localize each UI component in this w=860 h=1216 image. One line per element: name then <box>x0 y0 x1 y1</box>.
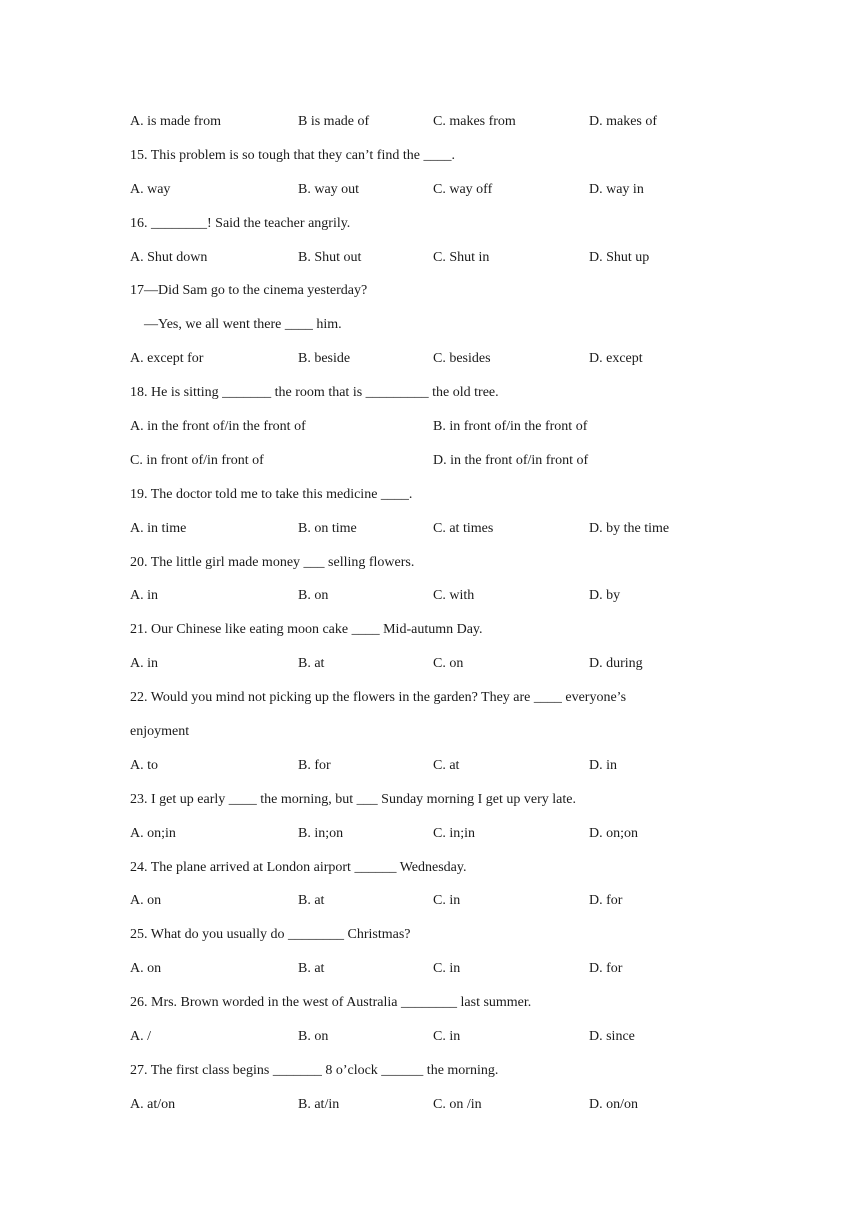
answer-option: B. at <box>298 961 325 977</box>
answer-options-row <box>130 1025 750 1059</box>
question-text: 17—Did Sam go to the cinema yesterday? <box>130 283 368 299</box>
answer-options-row <box>130 1093 750 1127</box>
question-text: 25. What do you usually do ________ Christmas? <box>130 927 411 943</box>
answer-option: A. is made from <box>130 114 221 129</box>
answer-option: D. by the time <box>589 520 670 536</box>
answer-option: A. / <box>130 1029 151 1045</box>
answer-option: C. in front of/in front of <box>130 452 264 468</box>
question-text: 15. This problem is so tough that they can’t find the ____. <box>130 147 455 163</box>
answer-option: D. except <box>589 351 643 367</box>
answer-option: A. in <box>130 656 158 672</box>
answer-option: C. way off <box>433 181 493 197</box>
answer-option: D. way in <box>589 181 644 197</box>
exercise-content <box>130 110 750 1127</box>
answer-option: B. on <box>298 588 329 604</box>
answer-options-row <box>130 889 750 923</box>
answer-option: A. in <box>130 588 158 604</box>
answer-option: B. way out <box>298 181 360 197</box>
answer-option: C. makes from <box>433 114 516 129</box>
answer-option: B. in front of/in the front of <box>433 419 588 435</box>
answer-options-row <box>130 178 750 212</box>
question-text: 23. I get up early ____ the morning, but ___ Sunday morning I get up very late. <box>130 791 576 807</box>
answer-option: A. way <box>130 181 171 197</box>
answer-option: C. in <box>433 961 461 977</box>
answer-option: C. Shut in <box>433 249 490 265</box>
answer-option: D. for <box>589 961 623 977</box>
answer-option: A. except for <box>130 351 204 367</box>
answer-option: A. in the front of/in the front of <box>130 419 306 435</box>
answer-option: B. on <box>298 1029 329 1045</box>
question-text: enjoyment <box>130 724 190 740</box>
answer-option: B. at <box>298 893 325 909</box>
answer-options-row <box>130 449 750 483</box>
question-text: 24. The plane arrived at London airport ______ Wednesday. <box>130 859 467 875</box>
answer-option: A. Shut down <box>130 249 208 265</box>
question-text: 27. The first class begins _______ 8 o’clock ______ the morning. <box>130 1062 499 1078</box>
answer-options-row <box>130 517 750 551</box>
answer-option: C. in;in <box>433 825 476 841</box>
answer-option: B. beside <box>298 351 351 367</box>
answer-options-row <box>130 652 750 686</box>
answer-options-row <box>130 246 750 280</box>
answer-option: D. makes of <box>589 114 658 129</box>
question-text: 22. Would you mind not picking up the flowers in the garden? They are ____ everyone’s <box>130 690 627 706</box>
answer-option: D. by <box>589 588 621 604</box>
answer-option: C. with <box>433 588 475 604</box>
question-text: —Yes, we all went there ____ him. <box>130 317 342 333</box>
question-text: 18. He is sitting _______ the room that is _________ the old tree. <box>130 385 499 401</box>
answer-option: D. on/on <box>589 1096 638 1112</box>
answer-option: C. in <box>433 893 461 909</box>
answer-option: A. on <box>130 961 162 977</box>
answer-options-row <box>130 822 750 856</box>
answer-option: C. at times <box>433 520 494 536</box>
answer-options-row <box>130 110 750 144</box>
answer-option: A. on;in <box>130 825 176 841</box>
answer-option: D. for <box>589 893 623 909</box>
answer-option: D. during <box>589 656 643 672</box>
answer-option: D. in <box>589 757 617 773</box>
question-text: 20. The little girl made money ___ selling flowers. <box>130 554 415 570</box>
answer-options-row <box>130 584 750 618</box>
answer-option: C. on <box>433 656 464 672</box>
answer-option: B. at <box>298 656 325 672</box>
answer-option: A. in time <box>130 520 187 536</box>
question-text: 19. The doctor told me to take this medicine ____. <box>130 486 413 502</box>
answer-options-row <box>130 754 750 788</box>
answer-option: B. on time <box>298 520 357 536</box>
answer-option: B. Shut out <box>298 249 362 265</box>
question-text: 26. Mrs. Brown worded in the west of Australia ________ last summer. <box>130 995 532 1011</box>
answer-option: B is made of <box>298 114 370 129</box>
answer-option: D. in the front of/in front of <box>433 452 589 468</box>
answer-options-row <box>130 347 750 381</box>
answer-options-row <box>130 957 750 991</box>
answer-option: D. on;on <box>589 825 638 841</box>
answer-option: A. to <box>130 757 158 773</box>
answer-option: B. at/in <box>298 1096 340 1112</box>
answer-option: C. besides <box>433 351 491 367</box>
answer-option: C. in <box>433 1029 461 1045</box>
answer-option: A. at/on <box>130 1096 176 1112</box>
answer-option: B. for <box>298 757 331 773</box>
answer-option: C. on /in <box>433 1096 482 1112</box>
question-text: 16. ________! Said the teacher angrily. <box>130 215 351 231</box>
answer-option: A. on <box>130 893 162 909</box>
answer-option: B. in;on <box>298 825 344 841</box>
answer-option: D. since <box>589 1029 635 1045</box>
question-text: 21. Our Chinese like eating moon cake ____ Mid-autumn Day. <box>130 622 483 638</box>
answer-option: C. at <box>433 757 460 773</box>
answer-option: D. Shut up <box>589 249 650 265</box>
answer-options-row <box>130 415 750 449</box>
